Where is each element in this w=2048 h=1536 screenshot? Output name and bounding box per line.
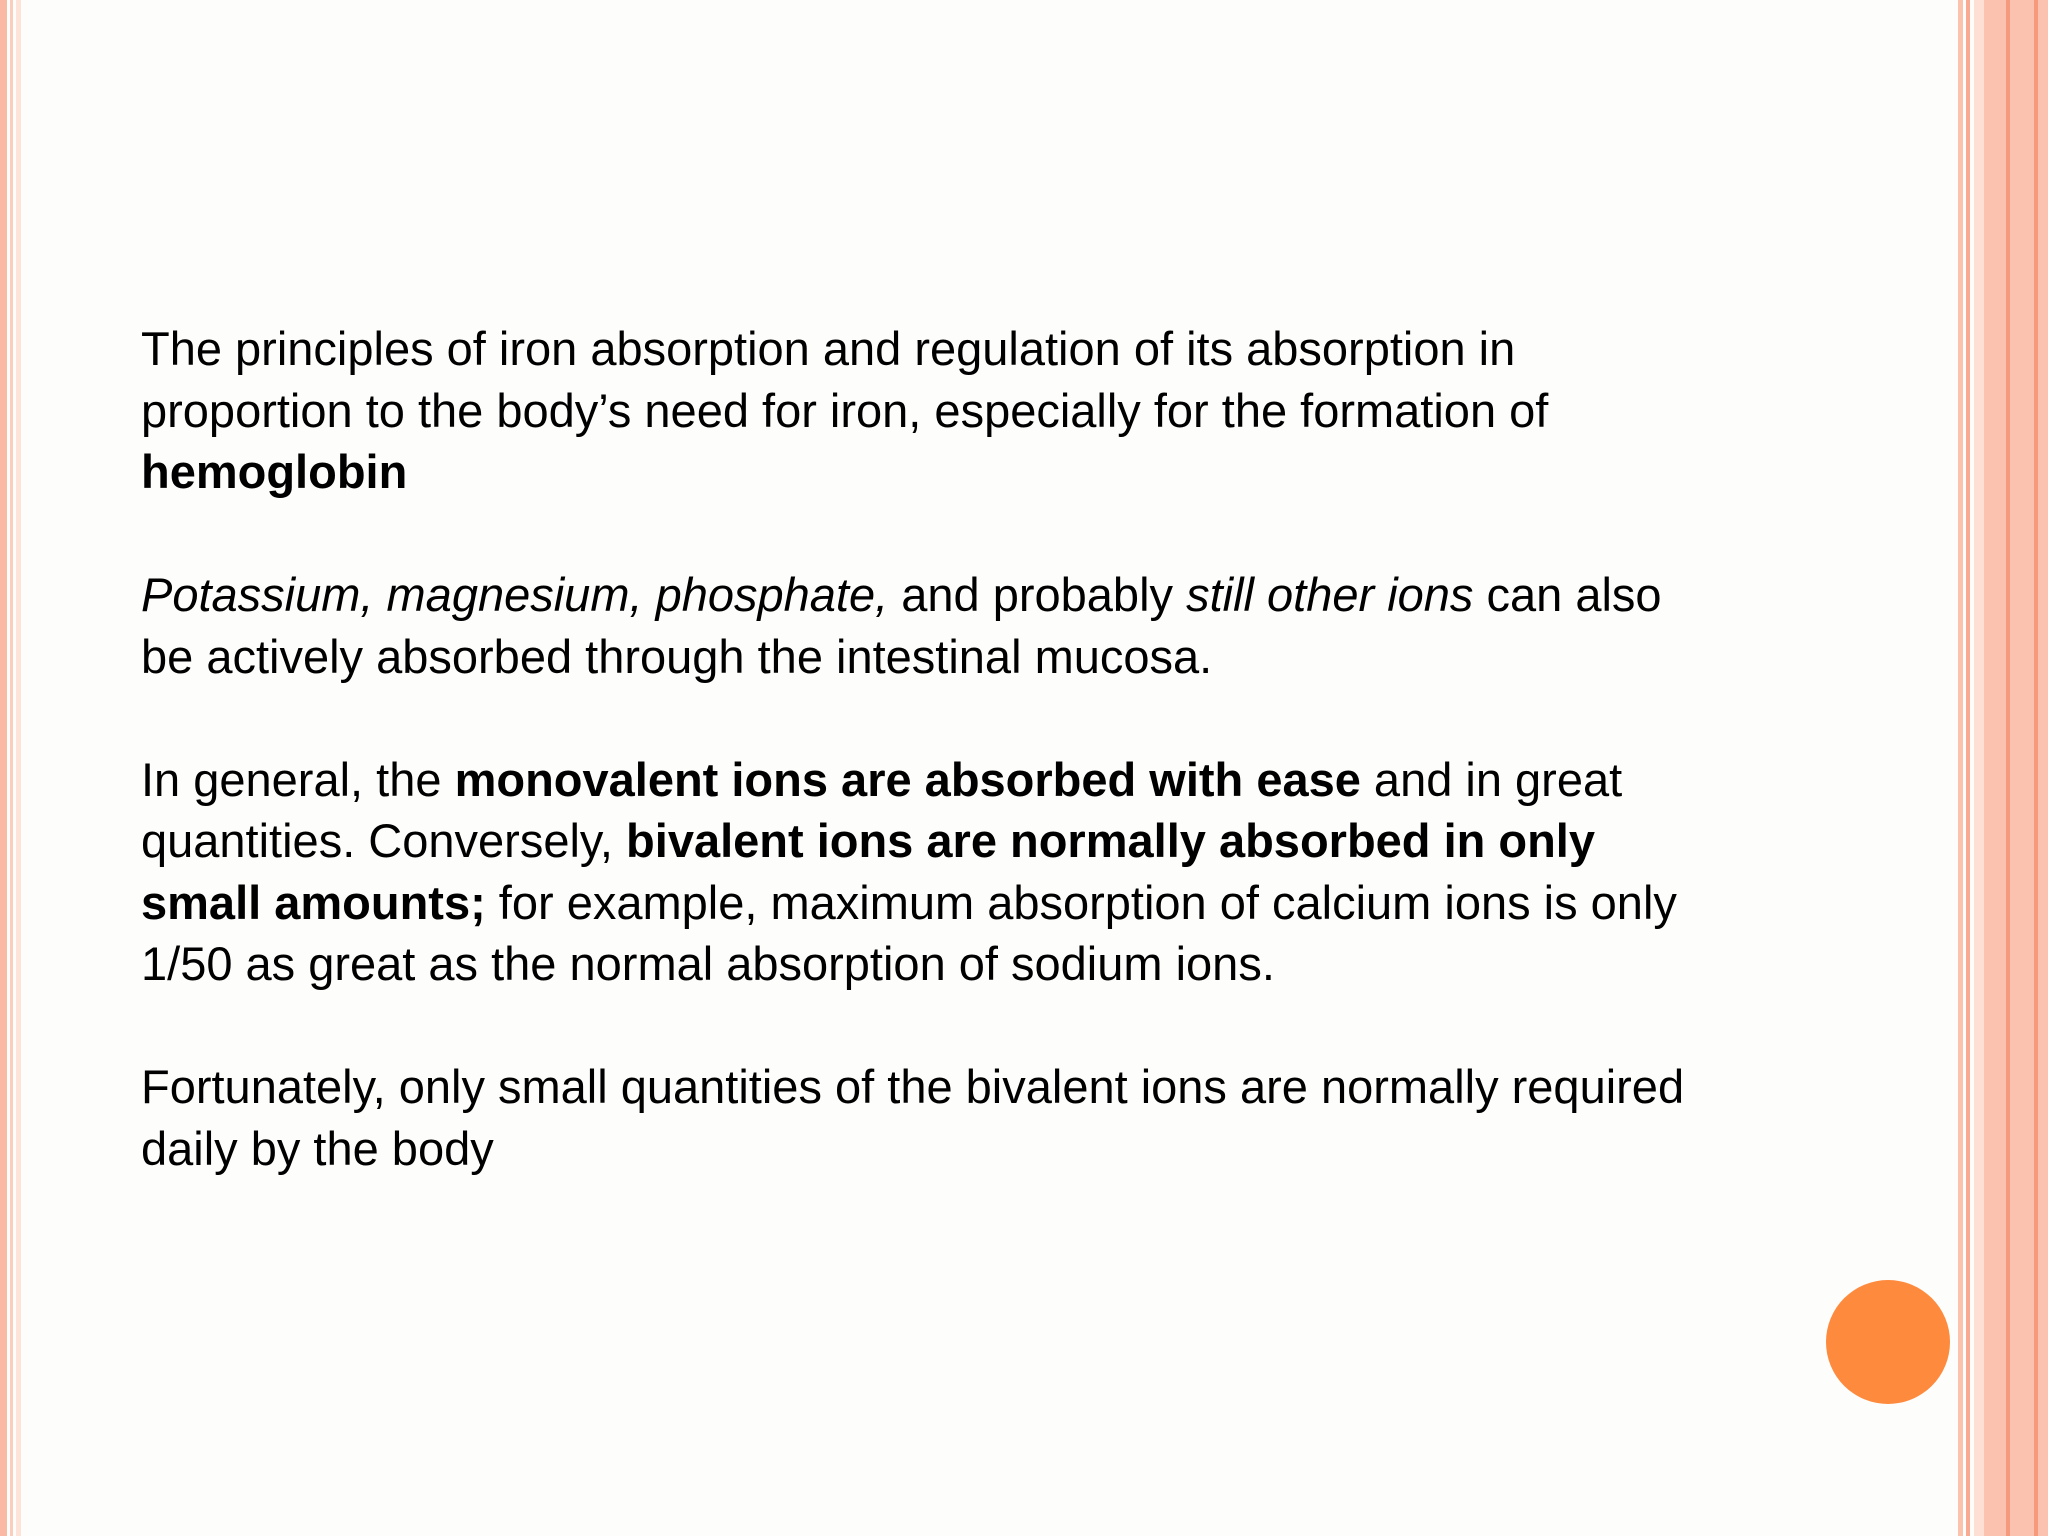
bold-term-hemoglobin: hemoglobin <box>141 445 408 498</box>
text-run: quantities. Conversely, <box>141 814 627 867</box>
right-border-stripe <box>2010 0 2034 1536</box>
paragraph-other-ions <box>141 564 1841 687</box>
right-border-stripe <box>2038 0 2048 1536</box>
left-border-stripe <box>0 0 7 1536</box>
bold-bivalent: bivalent ions are normally absorbed in only <box>626 814 1596 867</box>
text-run: for example, maximum absorption of calcium ions is only <box>485 875 1677 929</box>
left-border-stripe <box>16 0 21 1536</box>
italic-other-ions: still other ions <box>1186 568 1474 621</box>
paragraph-monovalent-bivalent <box>141 749 1841 995</box>
text-line: be actively absorbed through the intestinal mucosa. <box>141 629 1213 683</box>
right-border-stripe <box>1984 0 2006 1536</box>
right-border-stripe <box>1966 0 1970 1536</box>
bold-small-amounts: small amounts; <box>141 875 486 929</box>
bold-monovalent: monovalent ions are absorbed with ease <box>454 752 1361 806</box>
text-line: Fortunately, only small quantities of the bivalent ions are normally required <box>141 1060 1685 1113</box>
italic-ion-list: Potassium, magnesium, phosphate, <box>141 568 889 621</box>
text-line: proportion to the body’s need for iron, especially for the formation of <box>141 383 1549 437</box>
text-line: 1/50 as great as the normal absorption of sodium ions. <box>141 937 1275 990</box>
text-run: In general, the <box>141 752 455 806</box>
text-line: The principles of iron absorption and regulation of its absorption in <box>141 322 1516 375</box>
right-border-stripe <box>1958 0 1963 1536</box>
paragraph-fortunately <box>141 1056 1841 1179</box>
text-run: and probably <box>888 568 1187 621</box>
right-border-stripe <box>1974 0 1984 1536</box>
text-line: daily by the body <box>141 1121 494 1175</box>
text-run: and in great <box>1360 752 1623 806</box>
left-border-stripe <box>10 0 13 1536</box>
paragraph-iron-absorption <box>141 318 1841 503</box>
text-run: can also <box>1473 568 1662 621</box>
slide-body <box>141 318 1841 1241</box>
decorative-circle-icon <box>1826 1280 1950 1404</box>
